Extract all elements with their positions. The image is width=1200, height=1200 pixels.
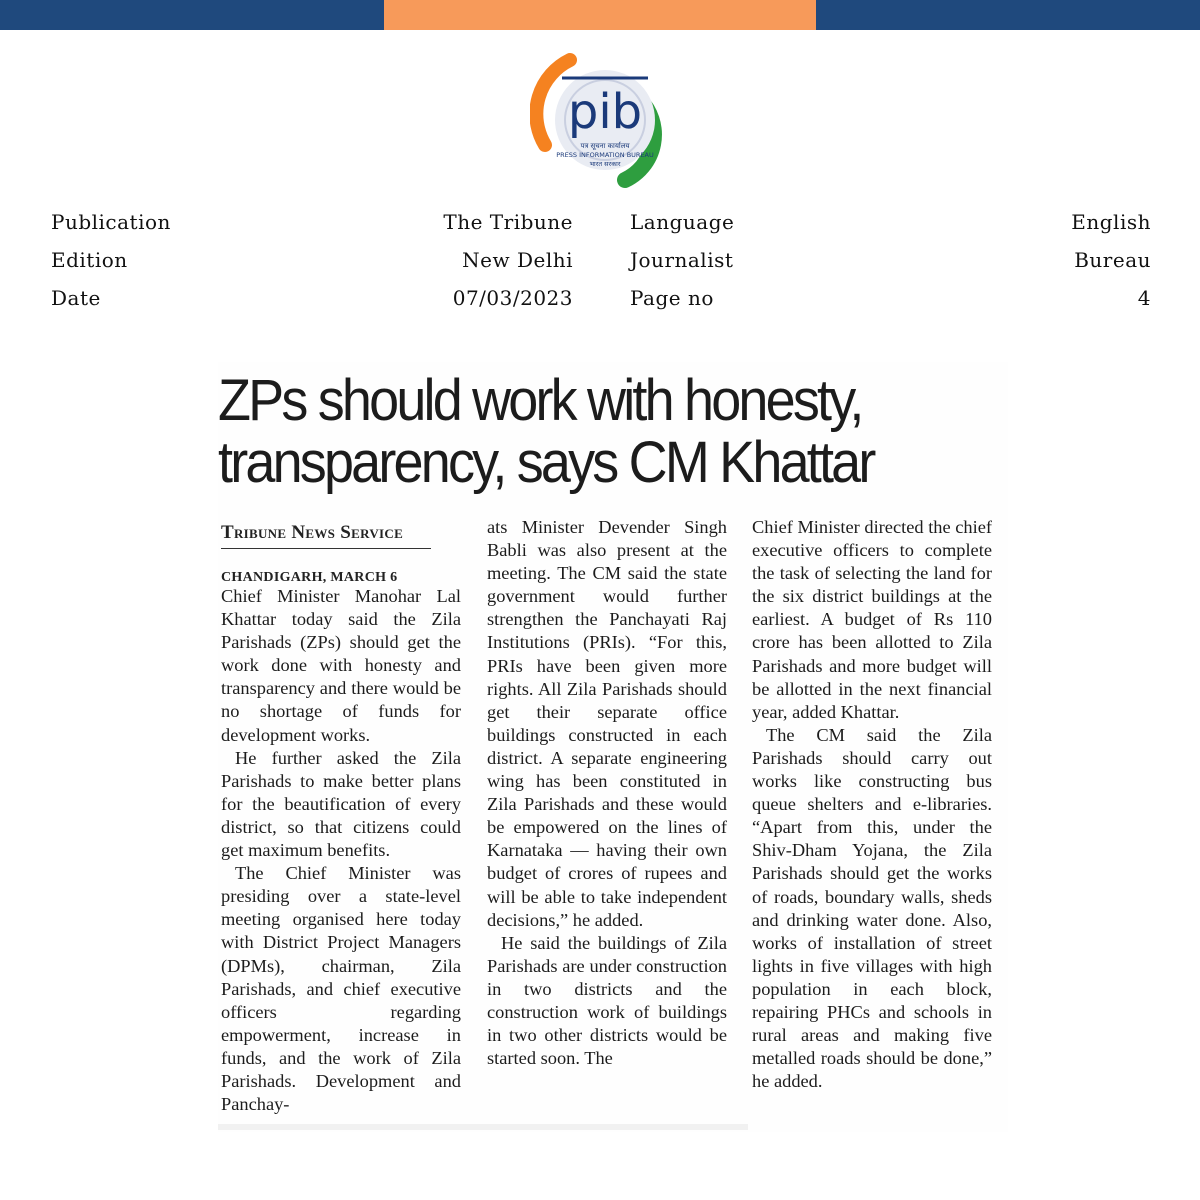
logo-english-text: PRESS INFORMATION BUREAU xyxy=(556,151,654,159)
journalist-value: Bureau xyxy=(1074,248,1151,272)
paragraph: Chief Minister directed the chief executive officers to complete the task of selecting the land for the six district buildings at the earliest. A budget of Rs 110 crore has been allotted to Zila Parishads and more budget will be allotted in the next financial year, added Khattar. xyxy=(752,517,993,722)
page-no-value: 4 xyxy=(1137,286,1151,310)
article-dateline: CHANDIGARH, MARCH 6 xyxy=(221,570,398,585)
edition-label: Edition xyxy=(51,248,128,272)
language-value: English xyxy=(1071,210,1151,234)
article-column-3 xyxy=(752,516,992,1093)
news-clipping xyxy=(218,362,1008,1132)
top-bar-blue-right xyxy=(816,0,1200,30)
paragraph: Chief Minister Manohar Lal Khattar today said the Zila Parishads (ZPs) should get the work done with honesty and transparency and there would be no shortage of funds for development works. xyxy=(221,586,461,745)
journalist-label: Journalist xyxy=(630,248,734,272)
top-color-bar xyxy=(0,0,1200,30)
top-bar-blue-left xyxy=(0,0,384,30)
date-value: 07/03/2023 xyxy=(452,286,573,310)
clipping-shadow xyxy=(218,1124,748,1130)
pib-logo xyxy=(530,40,680,190)
logo-hindi-text-2: भारत सरकार xyxy=(589,160,621,168)
article-headline xyxy=(218,370,953,494)
logo-wordmark: pib xyxy=(567,84,643,140)
top-bar-orange-center xyxy=(384,0,816,30)
language-label: Language xyxy=(630,210,735,234)
headline-line-2: transparency, says CM Khattar xyxy=(218,430,874,495)
publication-value: The Tribune xyxy=(443,210,573,234)
paragraph: The Chief Minister was presiding over a state-level meeting organised here today with District Project Managers (DPMs), chairman, Zila Parishads, and chief executive officers regarding empowerment, increase in funds, and the work of Zila Parishads. Development and Panchay- xyxy=(221,863,461,1115)
paragraph: He further asked the Zila Parishads to make better plans for the beautification of every district, so that citizens could get maximum benefits. xyxy=(221,747,461,861)
headline-line-1: ZPs should work with honesty, xyxy=(218,368,862,433)
paragraph: The CM said the Zila Parishads should carry out works like constructing bus queue shelters and e-libraries. “Apart from this, under the Shiv-Dham Yojana, the Zila Parishads should get the works of roads, boundary walls, sheds and drinking water done. Also, works of installation of street lights in five villages with high population in each block, repairing PHCs and schools in rural areas and making five metalled roads should be done,” he added. xyxy=(752,724,992,1092)
logo-hindi-text: पत्र सूचना कार्यालय xyxy=(580,142,630,150)
publication-label: Publication xyxy=(51,210,171,234)
date-label: Date xyxy=(51,286,101,310)
article-byline: Tribune News Service xyxy=(221,522,431,549)
edition-value: New Delhi xyxy=(462,248,573,272)
article-column-1 xyxy=(221,585,461,1116)
page-no-label: Page no xyxy=(630,286,714,310)
article-column-2 xyxy=(487,516,727,1070)
paragraph: He said the buildings of Zila Parishads are under construction in two districts and the construction work of buildings in two other districts would be started soon. The xyxy=(487,932,727,1069)
paragraph: ats Minister Devender Singh Babli was also present at the meeting. The CM said the state government would further strengthen the Panchayati Raj Institutions (PRIs). “For this, PRIs have been given more rights. All Zila Parishads should get their separate office buildings constructed in each district. A separate engineering wing has been constituted in Zila Parishads and these would be empowered on the lines of Karnataka — having their own budget of crores of rupees and will be able to take independent decisions,” he added. xyxy=(487,517,727,930)
